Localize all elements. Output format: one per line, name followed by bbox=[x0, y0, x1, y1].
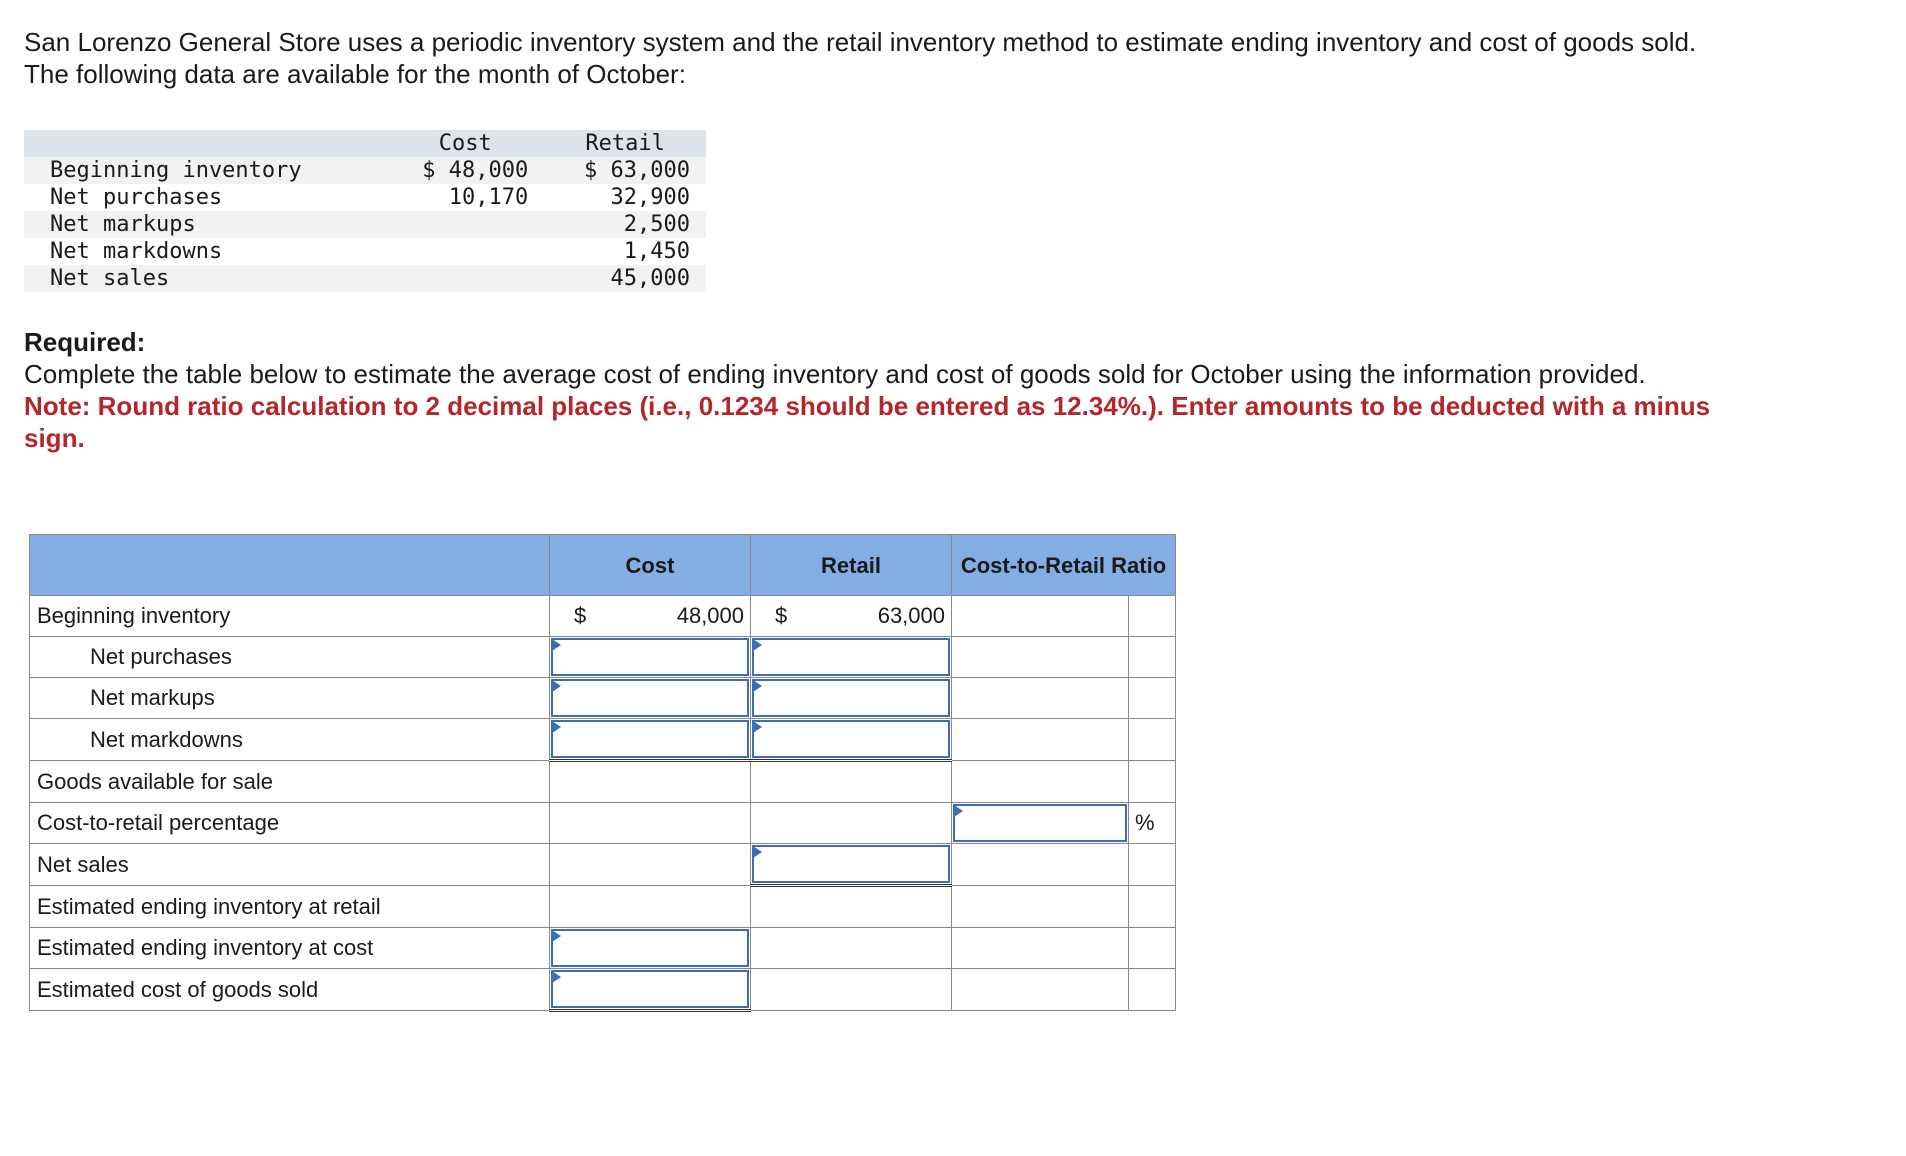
currency-symbol: $ bbox=[775, 603, 788, 628]
percent-cell bbox=[1129, 844, 1176, 886]
cogs-retail-cell bbox=[751, 969, 952, 1011]
given-row-label: Net markups bbox=[50, 212, 196, 237]
row-goods-available bbox=[30, 761, 1176, 803]
row-label: Net sales bbox=[30, 844, 550, 886]
worksheet-header-row bbox=[30, 535, 1176, 596]
net-markups-cost-cell bbox=[550, 678, 751, 719]
ending-retail-retail-cell bbox=[751, 886, 952, 928]
beginning-cost-value bbox=[550, 596, 751, 637]
row-net-markups bbox=[30, 678, 1176, 719]
percent-cell bbox=[1129, 969, 1176, 1011]
row-net-sales bbox=[30, 844, 1176, 886]
row-label: Beginning inventory bbox=[30, 596, 550, 637]
row-label: Estimated ending inventory at cost bbox=[30, 928, 550, 969]
net-sales-retail-cell bbox=[751, 844, 952, 886]
retail-method-worksheet bbox=[29, 534, 1176, 1012]
given-row-label: Beginning inventory bbox=[50, 158, 302, 183]
worksheet-header-blank bbox=[30, 535, 550, 596]
beginning-cost-amount: 48,000 bbox=[676, 603, 744, 628]
problem-intro: San Lorenzo General Store uses a periodic inventory system and the retail inventory method to estimate ending inventory and cost of goods sold. The following data are available for the month of October: bbox=[24, 27, 1697, 89]
given-header-retail: Retail bbox=[585, 131, 665, 156]
net-purchases-cost-cell bbox=[550, 637, 751, 678]
goods-available-retail-cell bbox=[751, 761, 952, 803]
percent-cell bbox=[1129, 637, 1176, 678]
row-label: Net markups bbox=[30, 678, 550, 719]
given-row bbox=[24, 211, 706, 238]
given-row-cost bbox=[386, 238, 544, 265]
net-markups-cost-input[interactable] bbox=[551, 679, 749, 717]
net-markdowns-cost-cell bbox=[550, 719, 751, 761]
required-section bbox=[24, 326, 1744, 454]
currency-symbol: $ bbox=[574, 603, 587, 628]
beginning-retail-value bbox=[751, 596, 952, 637]
cost-to-retail-ratio-input[interactable] bbox=[953, 804, 1127, 842]
given-row-cost: 10,170 bbox=[448, 185, 529, 210]
row-ending-retail bbox=[30, 886, 1176, 928]
beginning-retail-amount: 63,000 bbox=[877, 603, 945, 628]
given-row-retail: $ 63,000 bbox=[584, 158, 690, 183]
goods-available-cost-cell bbox=[550, 761, 751, 803]
ratio-cell bbox=[952, 719, 1129, 761]
ratio-cell bbox=[952, 886, 1129, 928]
worksheet-header-cost: Cost bbox=[550, 535, 751, 596]
row-cost-to-retail bbox=[30, 803, 1176, 844]
given-row bbox=[24, 265, 706, 292]
given-header-cost: Cost bbox=[438, 131, 492, 156]
net-sales-retail-input[interactable] bbox=[752, 845, 950, 883]
given-row-retail: 1,450 bbox=[623, 239, 690, 264]
row-beginning-inventory bbox=[30, 596, 1176, 637]
row-net-markdowns bbox=[30, 719, 1176, 761]
net-markdowns-cost-input[interactable] bbox=[551, 720, 749, 758]
worksheet-header-ratio: Cost-to-Retail Ratio bbox=[952, 535, 1176, 596]
given-data-table bbox=[24, 130, 706, 292]
ratio-cell bbox=[952, 678, 1129, 719]
given-row-cost bbox=[386, 211, 544, 238]
ratio-cell bbox=[952, 969, 1129, 1011]
percent-cell bbox=[1129, 678, 1176, 719]
net-purchases-cost-input[interactable] bbox=[551, 638, 749, 676]
ratio-row-cost-cell bbox=[550, 803, 751, 844]
worksheet-header-retail: Retail bbox=[751, 535, 952, 596]
given-row-retail: 2,500 bbox=[623, 212, 690, 237]
net-markups-retail-input[interactable] bbox=[752, 679, 950, 717]
percent-sign: % bbox=[1129, 803, 1176, 844]
percent-cell bbox=[1129, 719, 1176, 761]
row-label: Goods available for sale bbox=[30, 761, 550, 803]
given-header-blank bbox=[24, 130, 386, 157]
given-row-label: Net purchases bbox=[50, 185, 223, 210]
required-heading: Required: bbox=[24, 327, 146, 357]
given-row bbox=[24, 238, 706, 265]
given-row-cost: $ 48,000 bbox=[422, 158, 529, 183]
ratio-cell bbox=[952, 844, 1129, 886]
net-sales-cost-cell bbox=[550, 844, 751, 886]
ending-retail-cost-cell bbox=[550, 886, 751, 928]
ratio-cell bbox=[952, 928, 1129, 969]
net-purchases-retail-input[interactable] bbox=[752, 638, 950, 676]
ending-inventory-cost-input[interactable] bbox=[551, 929, 749, 967]
cogs-cost-cell bbox=[550, 969, 751, 1011]
required-note: Note: Round ratio calculation to 2 decimal places (i.e., 0.1234 should be entered as 12.34%.). Enter amounts to be deducted with a minus sign. bbox=[24, 391, 1711, 453]
given-row bbox=[24, 157, 706, 184]
row-cogs bbox=[30, 969, 1176, 1011]
row-label: Estimated ending inventory at retail bbox=[30, 886, 550, 928]
percent-cell bbox=[1129, 886, 1176, 928]
ending-cost-retail-cell bbox=[751, 928, 952, 969]
required-text: Complete the table below to estimate the average cost of ending inventory and cost of goods sold for October using the information provided. bbox=[24, 359, 1646, 389]
given-row bbox=[24, 184, 706, 211]
given-row-retail: 45,000 bbox=[610, 266, 690, 291]
percent-cell bbox=[1129, 596, 1176, 637]
row-label: Net markdowns bbox=[30, 719, 550, 761]
given-row-label: Net markdowns bbox=[50, 239, 223, 264]
row-label: Net purchases bbox=[30, 637, 550, 678]
ratio-cell bbox=[952, 761, 1129, 803]
given-row-retail: 32,900 bbox=[610, 185, 690, 210]
row-label: Estimated cost of goods sold bbox=[30, 969, 550, 1011]
row-ending-cost bbox=[30, 928, 1176, 969]
ratio-cell bbox=[952, 637, 1129, 678]
net-purchases-retail-cell bbox=[751, 637, 952, 678]
percent-cell bbox=[1129, 761, 1176, 803]
net-markups-retail-cell bbox=[751, 678, 952, 719]
ratio-row-retail-cell bbox=[751, 803, 952, 844]
row-net-purchases bbox=[30, 637, 1176, 678]
percent-cell bbox=[1129, 928, 1176, 969]
given-row-cost bbox=[386, 265, 544, 292]
cost-of-goods-sold-input[interactable] bbox=[551, 970, 749, 1008]
given-header-row bbox=[24, 130, 706, 157]
ratio-cell bbox=[952, 596, 1129, 637]
given-row-label: Net sales bbox=[50, 266, 170, 291]
ratio-input-cell bbox=[952, 803, 1129, 844]
net-markdowns-retail-input[interactable] bbox=[752, 720, 950, 758]
ending-cost-cell bbox=[550, 928, 751, 969]
net-markdowns-retail-cell bbox=[751, 719, 952, 761]
row-label: Cost-to-retail percentage bbox=[30, 803, 550, 844]
